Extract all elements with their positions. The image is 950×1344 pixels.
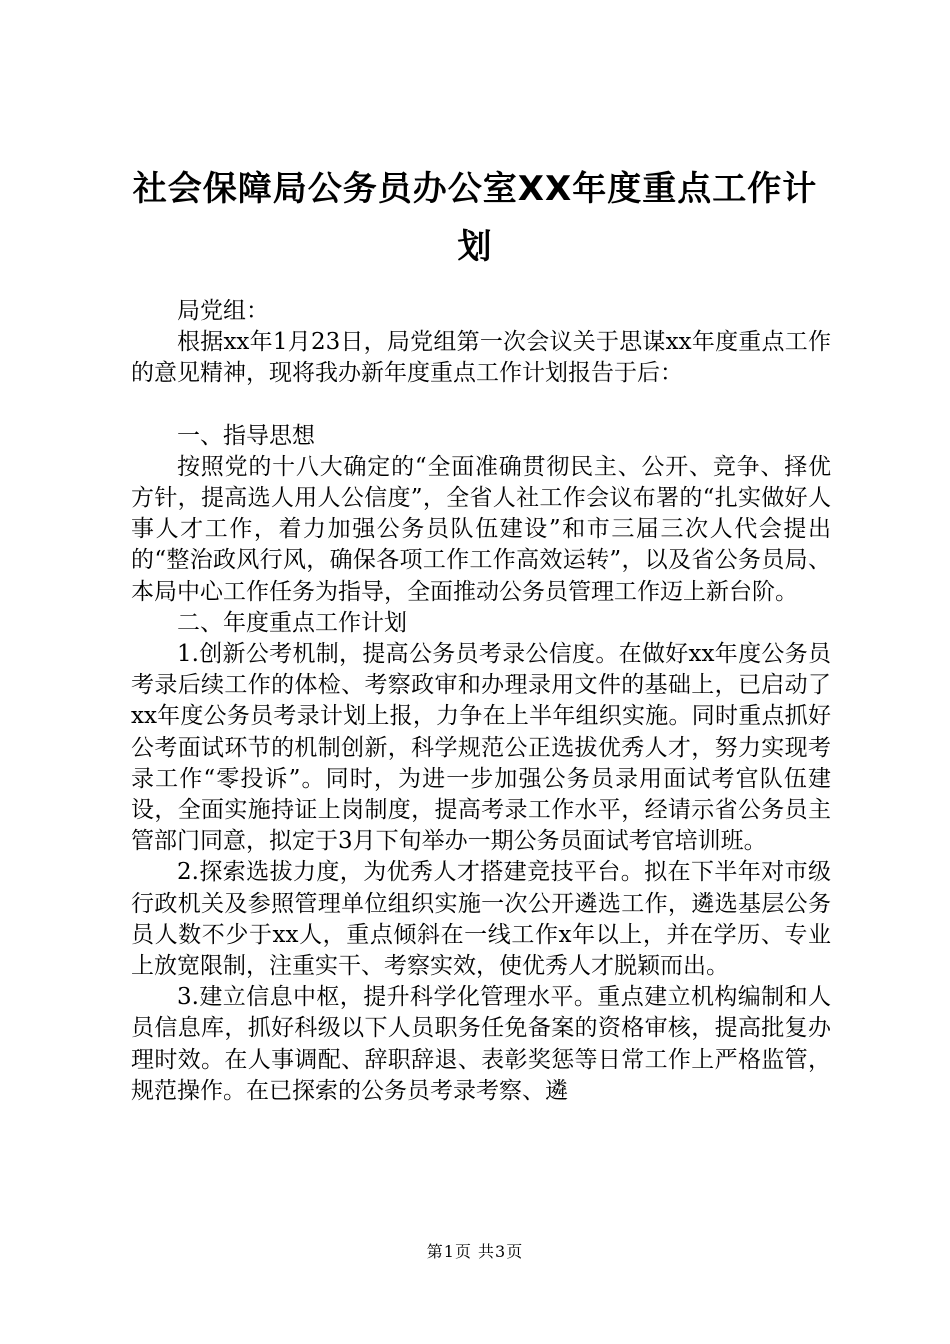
plan-item-2: 2.探索选拔力度，为优秀人才搭建竞技平台。拟在下半年对市级行政机关及参照管理单位组织实施一次公开遴选工作，遴选基层公务员人数不少于xx人，重点倾斜在一线工作x年以上，并在学历、专业上放宽限制，注重实干、考察实效，使优秀人才脱颖而出。 <box>131 859 831 980</box>
page-footer: 第1页 共3页 <box>426 1242 524 1261</box>
section-heading-guiding-thought: 一、指导思想 <box>177 422 315 449</box>
intro-paragraph: 根据xx年1月23日，局党组第一次会议关于思谋xx年度重点工作的意见精神，现将我办新年度重点工作计划报告于后： <box>131 329 831 387</box>
salutation: 局党组： <box>177 298 269 324</box>
document-body <box>131 296 831 1107</box>
plan-item-3: 3.建立信息中枢，提升科学化管理水平。重点建立机构编制和人员信息库，抓好科级以下人员职务任免备案的资格审核，提高批复办理时效。在人事调配、辞职辞退、表彰奖惩等日常工作上严格监管，规范操作。在已探索的公务员考录考察、遴 <box>131 984 831 1104</box>
section-heading-annual-plan: 二、年度重点工作计划 <box>177 609 407 636</box>
document-title: 社会保障局公务员办公室XX年度重点工作计划 <box>132 169 818 267</box>
guiding-thought-paragraph: 按照党的十八大确定的“全面准确贯彻民主、公开、竞争、择优方针，提高选人用人公信度”，全省人社工作会议布署的“扎实做好人事人才工作，着力加强公务员队伍建设”和市三届三次人代会提出的“整治政风行风，确保各项工作工作高效运转”，以及省公务员局、本局中心工作任务为指导，全面推动公务员管理工作迈上新台阶。 <box>131 453 831 605</box>
plan-item-1: 1.创新公考机制，提高公务员考录公信度。在做好xx年度公务员考录后续工作的体检、考察政审和办理录用文件的基础上，已启动了xx年度公务员考录计划上报，力争在上半年组织实施。同时重点抓好公考面试环节的机制创新，科学规范公正选拔优秀人才，努力实现考录工作“零投诉”。同时，为进一步加强公务员录用面试考官队伍建设，全面实施持证上岗制度，提高考录工作水平，经请示省公务员主管部门同意，拟定于3月下旬举办一期公务员面试考官培训班。 <box>131 641 831 855</box>
